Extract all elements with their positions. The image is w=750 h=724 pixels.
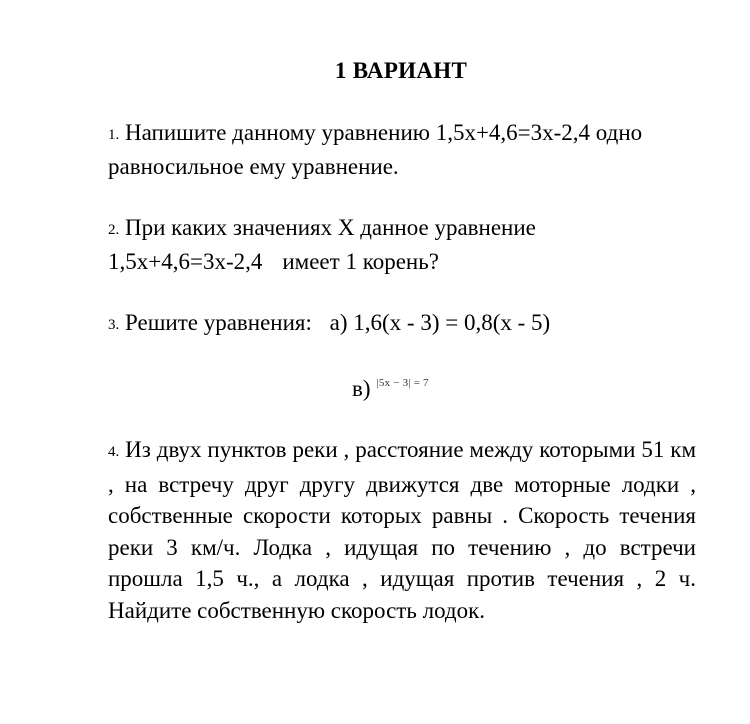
- task-2-text-c: имеет 1 корень?: [282, 249, 439, 274]
- page-title: 1 ВАРИАНТ: [334, 58, 468, 83]
- task-2-text-a: При каких значениях Х данное уравнение: [125, 215, 536, 240]
- task-3: [108, 307, 696, 341]
- task-4: [108, 434, 696, 626]
- task-4-text: Из двух пунктов реки , расстояние между которыми 51 км , на встречу друг другу движутся две моторные лодки , собственные скорости которых равны . Скорость течения реки 3 км/ч. Лодка , идущая по течению , до встречи прошла 1,5 ч., а лодка , идущая против течения , 2 ч. Найдите собственную скорость лодок.: [108, 437, 697, 623]
- task-2: [108, 212, 696, 277]
- task-2-number: 2.: [108, 222, 120, 238]
- task-1: [108, 117, 696, 182]
- task-4-number: 4.: [108, 444, 120, 460]
- task-2-equation: 1,5x+4,6=3x-2,4: [108, 249, 263, 274]
- task-3-part-b-equation: |5x − 3| = 7: [376, 377, 429, 389]
- task-3-part-b-label: в): [352, 376, 371, 401]
- task-3-part-b: [352, 368, 429, 404]
- task-3-number: 3.: [108, 317, 120, 333]
- task-3-text: Решите уравнения:: [125, 310, 312, 335]
- task-1-number: 1.: [108, 127, 120, 143]
- task-1-text: Напишите данному уравнению 1,5x+4,6=3x-2,4 одно равносильное ему уравнение.: [108, 120, 643, 179]
- task-3-part-a: а) 1,6(x - 3) = 0,8(x - 5): [329, 310, 551, 335]
